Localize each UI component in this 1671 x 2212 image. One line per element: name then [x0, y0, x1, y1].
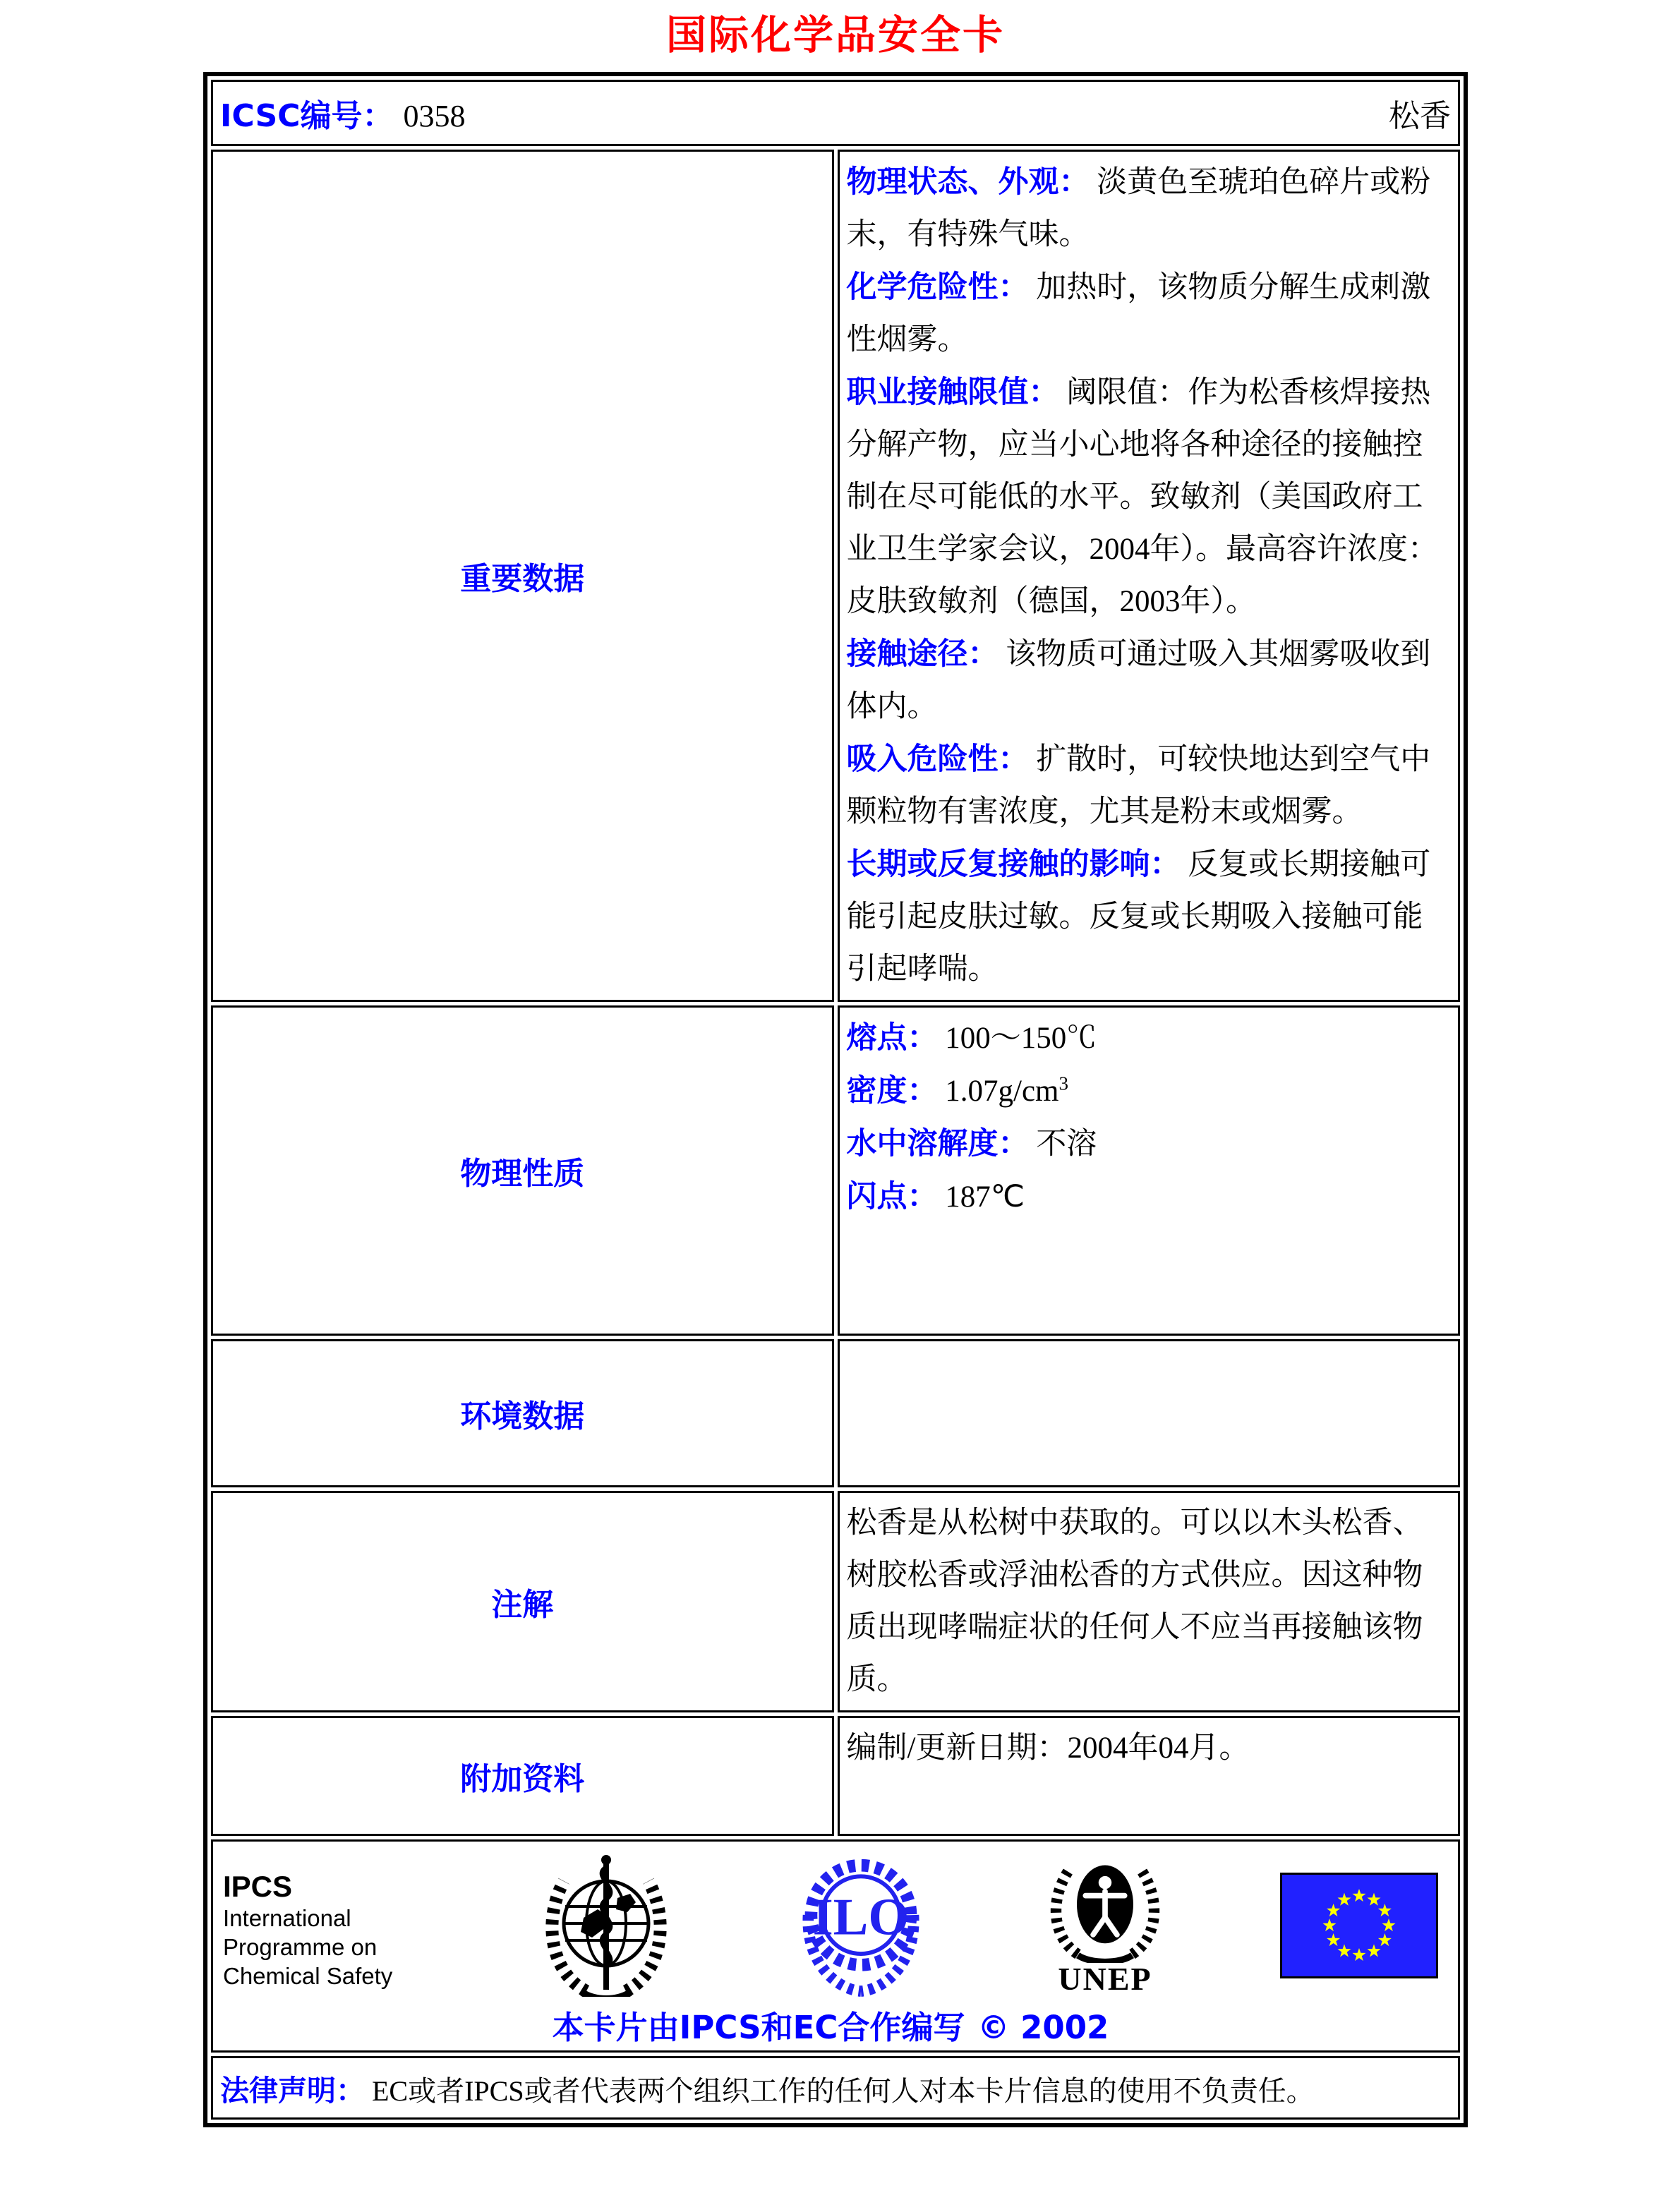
long-term-effect-item	[847, 838, 1449, 996]
occupational-limit-label: 职业接触限值：	[846, 375, 1059, 410]
copyright-text: © 2002	[977, 2009, 1109, 2046]
credit-text: 本卡片由IPCS和EC合作编写	[552, 2009, 965, 2046]
substance-name: 松香	[1389, 99, 1451, 133]
ipcs-line-1: International	[223, 1905, 351, 1931]
credit-line	[223, 2002, 1438, 2048]
density-item	[847, 1065, 1449, 1118]
ipcs-line-2: Programme on	[223, 1934, 378, 1960]
inhalation-risk-label: 吸入危险性：	[846, 742, 1029, 777]
water-solubility-item	[847, 1118, 1449, 1171]
melting-point-label: 熔点：	[846, 1020, 938, 1056]
chemical-danger-label: 化学危险性：	[846, 270, 1029, 305]
icsc-card-table	[203, 72, 1468, 2127]
unep-logo-block	[1045, 1850, 1165, 1996]
ipcs-acronym: IPCS	[223, 1870, 293, 1903]
exposure-route-item	[847, 628, 1449, 733]
occupational-limit-item	[847, 366, 1449, 628]
exposure-route-label: 接触途径：	[846, 636, 999, 672]
physical-properties-row-label: 物理性质	[211, 1005, 834, 1336]
environmental-data-row-label: 环境数据	[211, 1339, 834, 1487]
melting-point-value: 100～150℃	[945, 1022, 1097, 1055]
physical-properties-content	[838, 1005, 1461, 1336]
ipcs-text-block	[223, 1850, 421, 1990]
legal-text: EC或者IPCS或者代表两个组织工作的任何人对本卡片信息的使用不负责任。	[372, 2074, 1315, 2107]
legal-cell	[211, 2056, 1460, 2120]
inhalation-risk-text: 扩散时，可较快地达到空气中颗粒物有害浓度，尤其是粉末或烟雾。	[846, 743, 1431, 828]
long-term-effect-text: 反复或长期接触可能引起皮肤过敏。反复或长期吸入接触可能引起哮喘。	[846, 848, 1431, 986]
physical-properties-row	[211, 1005, 1460, 1336]
header-cell	[211, 80, 1460, 146]
exposure-route-text: 该物质可通过吸入其烟雾吸收到体内。	[846, 638, 1431, 723]
legal-row	[211, 2056, 1460, 2120]
water-solubility-value: 不溶	[1036, 1128, 1097, 1161]
density-superscript: 3	[1058, 1072, 1068, 1094]
important-data-row	[211, 150, 1460, 1002]
notes-text: 松香是从松树中获取的。可以以木头松香、树胶松香或浮油松香的方式供应。因这种物质出现哮喘症状的任何人不应当再接触该物质。	[846, 1506, 1423, 1696]
density-value: 1.07g/cm	[945, 1075, 1059, 1108]
notes-content	[838, 1491, 1461, 1712]
legal-label: 法律声明：	[220, 2073, 365, 2108]
environmental-data-row	[211, 1339, 1460, 1487]
additional-info-row	[211, 1716, 1460, 1836]
who-logo-icon	[536, 1850, 677, 2000]
eu-flag-icon	[1280, 1850, 1438, 1982]
additional-info-content	[838, 1716, 1461, 1836]
additional-info-row-label: 附加资料	[211, 1716, 834, 1836]
icsc-number-group	[220, 90, 465, 135]
header-row	[211, 80, 1460, 146]
environmental-data-content	[838, 1339, 1461, 1487]
long-term-effect-label: 长期或反复接触的影响：	[846, 847, 1181, 882]
ilo-logo-icon	[792, 1850, 930, 2000]
footer-row	[211, 1839, 1460, 2053]
additional-info-text: 编制/更新日期：2004年04月。	[846, 1731, 1250, 1765]
chemical-danger-text: 加热时，该物质分解生成刺激性烟雾。	[846, 271, 1431, 356]
flash-point-item	[847, 1171, 1449, 1223]
physical-state-text: 淡黄色至琥珀色碎片或粉末，有特殊气味。	[846, 166, 1431, 251]
inhalation-risk-item	[847, 733, 1449, 838]
ipcs-line-3: Chemical Safety	[223, 1963, 393, 1989]
unep-caption: UNEP	[1058, 1961, 1152, 1997]
notes-row-label: 注解	[211, 1491, 834, 1712]
chemical-danger-item	[847, 261, 1449, 366]
footer-cell	[211, 1839, 1460, 2053]
svg-text:ILO: ILO	[812, 1888, 910, 1947]
icsc-number-value: 0358	[403, 99, 466, 133]
density-label: 密度：	[846, 1073, 938, 1108]
occupational-limit-text: 阈限值：作为松香核焊接热分解产物，应当小心地将各种途径的接触控制在尽可能低的水平。致敏剂（美国政府工业卫生学家会议，2004年）。最高容许浓度：皮肤致敏剂（德国，2003年）。	[846, 376, 1438, 618]
water-solubility-label: 水中溶解度：	[846, 1126, 1029, 1161]
flash-point-label: 闪点：	[846, 1179, 938, 1214]
page-title: 国际化学品安全卡	[666, 12, 1005, 59]
physical-state-item	[847, 156, 1449, 261]
important-data-row-label: 重要数据	[211, 150, 834, 1002]
physical-state-label: 物理状态、外观：	[846, 164, 1090, 200]
melting-point-item	[847, 1012, 1449, 1065]
icsc-number-label: ICSC编号：	[220, 98, 394, 134]
flash-point-value: 187℃	[945, 1180, 1025, 1214]
important-data-content	[838, 150, 1461, 1002]
notes-row	[211, 1491, 1460, 1712]
